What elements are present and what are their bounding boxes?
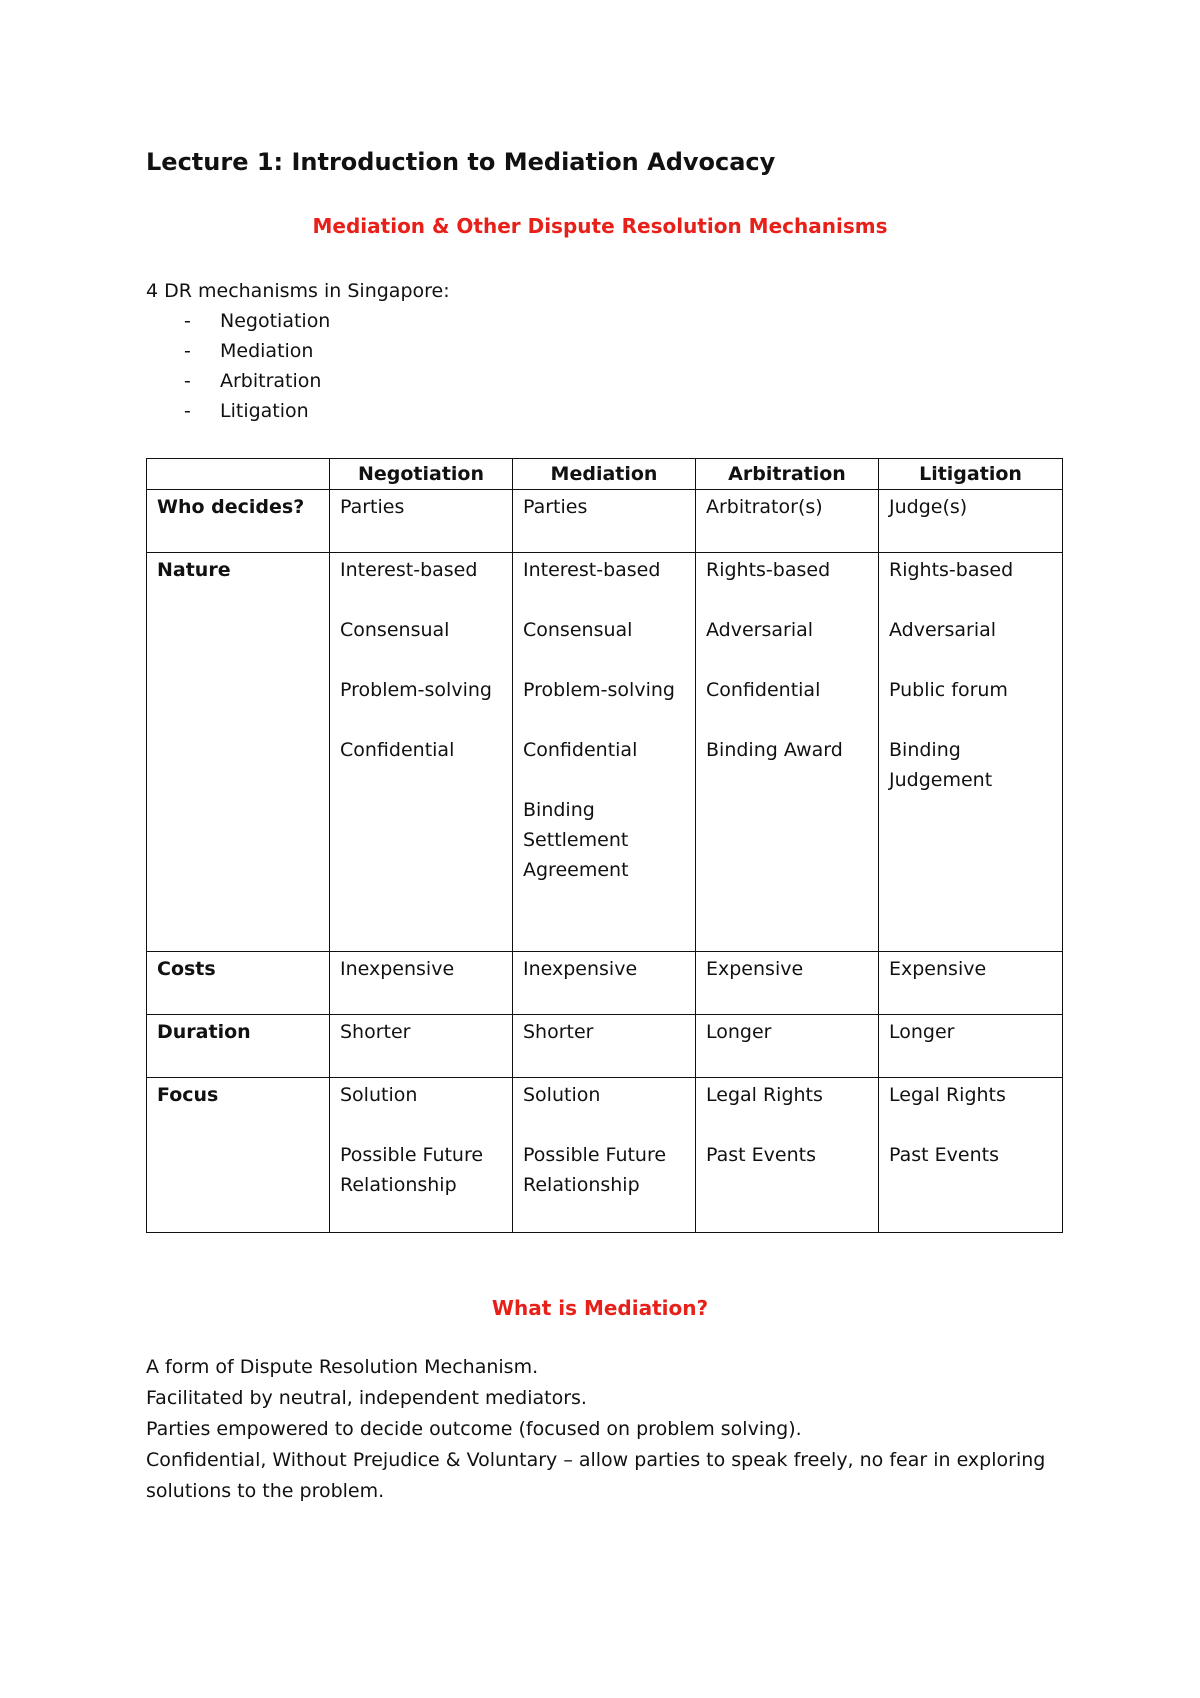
cell-text: Rights-based <box>706 559 831 581</box>
table-row <box>147 553 1063 952</box>
column-header: Negotiation <box>330 459 513 490</box>
cell-text: Expensive <box>889 958 987 980</box>
dr-section-heading: Mediation & Other Dispute Resolution Mechanisms <box>312 214 888 238</box>
table-row <box>147 952 1063 1015</box>
table-cell <box>879 1078 1063 1233</box>
table-cell <box>696 952 879 1015</box>
list-item <box>146 396 450 426</box>
table-cell <box>696 490 879 553</box>
cell-text: Longer <box>889 1021 955 1043</box>
list-item-label: Litigation <box>220 400 309 422</box>
list-item <box>146 366 450 396</box>
cell-text: Confidential <box>706 679 821 701</box>
cell-text: Binding Settlement Agreement <box>523 799 629 881</box>
cell-text: Past Events <box>889 1144 999 1166</box>
table-cell <box>330 952 513 1015</box>
table-cell <box>879 1015 1063 1078</box>
row-header: Who decides? <box>147 490 330 553</box>
cell-text: Binding Judgement <box>889 739 993 791</box>
table-cell <box>513 1015 696 1078</box>
what-is-mediation-heading: What is Mediation? <box>491 1296 709 1320</box>
description-line: Facilitated by neutral, independent mediators. <box>146 1387 587 1409</box>
table-body <box>147 490 1063 1233</box>
table-header-row <box>147 459 1063 490</box>
cell-text: Possible Future Relationship <box>340 1144 484 1196</box>
mechanisms-intro <box>146 276 450 426</box>
cell-text: Problem-solving <box>340 679 492 701</box>
cell-text: Legal Rights <box>889 1084 1006 1106</box>
table-cell <box>330 1015 513 1078</box>
list-item <box>146 306 450 336</box>
cell-text: Expensive <box>706 958 804 980</box>
description-line: Confidential, Without Prejudice & Voluntary – allow parties to speak freely, no fear in exploring solutions to the problem. <box>146 1449 1046 1502</box>
cell-text: Arbitrator(s) <box>706 496 823 518</box>
table-cell <box>696 1078 879 1233</box>
table-cell <box>696 553 879 952</box>
cell-text: Possible Future Relationship <box>523 1144 667 1196</box>
table-cell <box>696 1015 879 1078</box>
cell-text: Rights-based <box>889 559 1014 581</box>
table-cell <box>513 1078 696 1233</box>
list-item-label: Negotiation <box>220 310 331 332</box>
row-header: Duration <box>147 1015 330 1078</box>
cell-text: Longer <box>706 1021 772 1043</box>
column-header: Arbitration <box>696 459 879 490</box>
cell-text: Past Events <box>706 1144 816 1166</box>
table-row <box>147 1015 1063 1078</box>
mediation-description <box>146 1352 1066 1507</box>
list-item <box>146 336 450 366</box>
cell-text: Adversarial <box>706 619 814 641</box>
table-row <box>147 490 1063 553</box>
cell-text: Inexpensive <box>340 958 455 980</box>
description-line: A form of Dispute Resolution Mechanism. <box>146 1356 539 1378</box>
cell-text: Parties <box>340 496 405 518</box>
table-cell <box>330 490 513 553</box>
mechanisms-list <box>146 306 450 426</box>
cell-text: Problem-solving <box>523 679 675 701</box>
description-line: Parties empowered to decide outcome (focused on problem solving). <box>146 1418 802 1440</box>
cell-text: Solution <box>340 1084 418 1106</box>
cell-text: Judge(s) <box>889 496 968 518</box>
table-cell <box>330 553 513 952</box>
cell-text: Shorter <box>523 1021 594 1043</box>
cell-text: Adversarial <box>889 619 997 641</box>
list-dash: - <box>184 310 191 332</box>
cell-text: Solution <box>523 1084 601 1106</box>
table-corner-cell <box>147 459 330 490</box>
table-cell <box>513 553 696 952</box>
table-cell <box>513 490 696 553</box>
table-cell <box>879 952 1063 1015</box>
table-cell <box>879 490 1063 553</box>
cell-text: Confidential <box>340 739 455 761</box>
row-header: Focus <box>147 1078 330 1233</box>
cell-text: Legal Rights <box>706 1084 823 1106</box>
cell-text: Binding Award <box>706 739 843 761</box>
table-cell <box>879 553 1063 952</box>
list-item-label: Mediation <box>220 340 314 362</box>
mechanisms-intro-text: 4 DR mechanisms in Singapore: <box>146 280 450 302</box>
table-cell <box>513 952 696 1015</box>
table-row <box>147 1078 1063 1233</box>
cell-text: Inexpensive <box>523 958 638 980</box>
cell-text: Confidential <box>523 739 638 761</box>
list-item-label: Arbitration <box>220 370 322 392</box>
cell-text: Interest-based <box>523 559 661 581</box>
column-header: Litigation <box>879 459 1063 490</box>
cell-text: Interest-based <box>340 559 478 581</box>
cell-text: Public forum <box>889 679 1008 701</box>
cell-text: Shorter <box>340 1021 411 1043</box>
cell-text: Parties <box>523 496 588 518</box>
list-dash: - <box>184 400 191 422</box>
page-title: Lecture 1: Introduction to Mediation Advocacy <box>146 148 776 176</box>
row-header: Nature <box>147 553 330 952</box>
table-cell <box>330 1078 513 1233</box>
cell-text: Consensual <box>523 619 633 641</box>
list-dash: - <box>184 340 191 362</box>
list-dash: - <box>184 370 191 392</box>
cell-text: Consensual <box>340 619 450 641</box>
column-header: Mediation <box>513 459 696 490</box>
comparison-table <box>146 458 1063 1233</box>
row-header: Costs <box>147 952 330 1015</box>
